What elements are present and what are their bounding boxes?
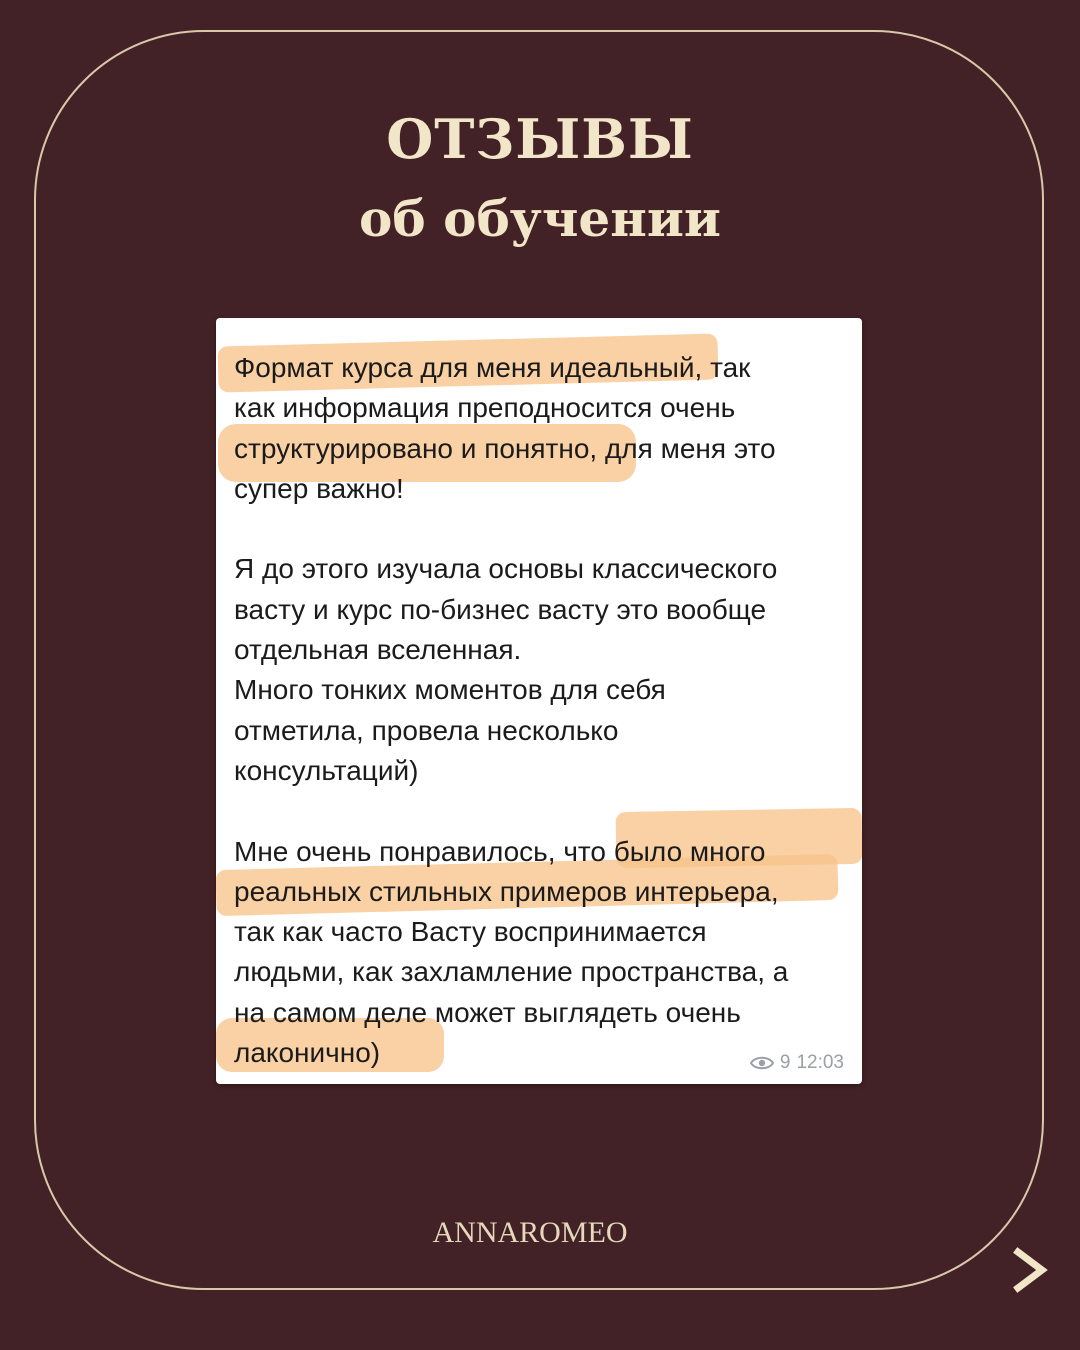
page-title: ОТЗЫВЫ — [386, 107, 694, 171]
review-text: Формат курса для меня идеальный, так как информация преподносится очень структурировано и понятно, для меня это супер важно! Я до этого изучала основы классического васту и курс по-бизнес васту это вообще отдельная вселенная. Много тонких моментов для себя отметила, провела несколько консультаций) Мне очень понравилось, что было много реальных стильных примеров интерьера, так как часто Васту воспринимается людьми, как захламление пространства, а на самом деле может выглядеть очень лаконично) — [234, 352, 789, 1069]
brand-logo-text: ANNAROMEO — [432, 1216, 628, 1249]
next-slide-button[interactable] — [1010, 1246, 1054, 1294]
message-meta — [750, 1052, 844, 1074]
review-screenshot-card — [216, 318, 862, 1084]
eye-icon — [750, 1055, 774, 1071]
message-time: 12:03 — [796, 1052, 844, 1073]
page-subtitle: об обучении — [359, 189, 721, 248]
view-count: 9 — [779, 1052, 791, 1073]
chevron-right-icon — [1010, 1246, 1054, 1294]
